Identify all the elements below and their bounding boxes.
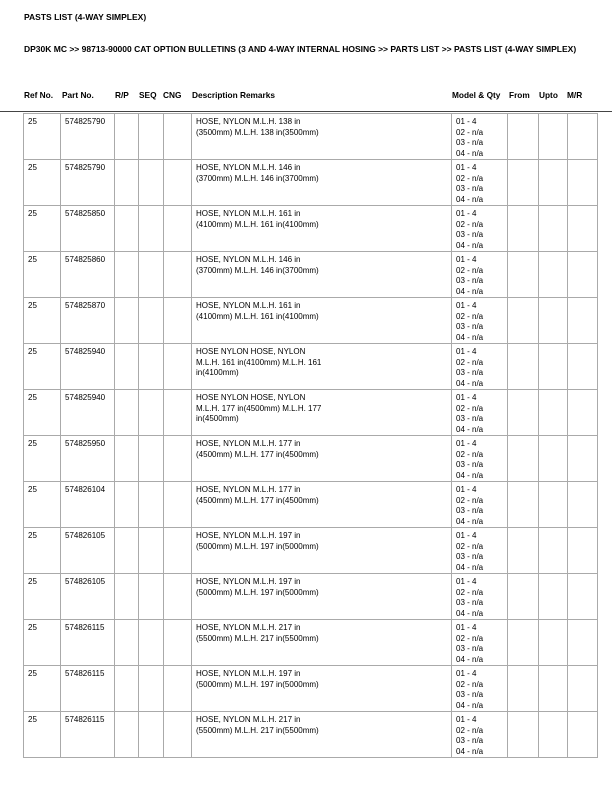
table-header [0, 90, 612, 102]
cng-cell [164, 574, 192, 620]
header-model: Model & Qty [452, 90, 501, 100]
from-cell [508, 482, 539, 528]
table-row [24, 298, 598, 344]
mr-cell [568, 436, 598, 482]
part-cell: 574825790 [61, 114, 115, 160]
table-row [24, 206, 598, 252]
seq-cell [139, 666, 164, 712]
header-upto: Upto [539, 90, 558, 100]
model-qty-cell: 01 - 4 02 - n/a 03 - n/a 04 - n/a [452, 666, 508, 712]
mr-cell [568, 390, 598, 436]
desc-cell: HOSE, NYLON M.L.H. 217 in (5500mm) M.L.H. 217 in(5500mm) [192, 712, 452, 758]
from-cell [508, 252, 539, 298]
table-row [24, 252, 598, 298]
part-cell: 574825870 [61, 298, 115, 344]
table-row [24, 528, 598, 574]
cng-cell [164, 344, 192, 390]
desc-cell: HOSE NYLON HOSE, NYLON M.L.H. 161 in(4100mm) M.L.H. 161 in(4100mm) [192, 344, 452, 390]
ref-cell: 25 [24, 436, 61, 482]
mr-cell [568, 620, 598, 666]
upto-cell [539, 114, 568, 160]
upto-cell [539, 574, 568, 620]
desc-cell: HOSE, NYLON M.L.H. 146 in (3700mm) M.L.H. 146 in(3700mm) [192, 252, 452, 298]
cng-cell [164, 390, 192, 436]
model-qty-cell: 01 - 4 02 - n/a 03 - n/a 04 - n/a [452, 160, 508, 206]
seq-cell [139, 574, 164, 620]
desc-cell: HOSE, NYLON M.L.H. 197 in (5000mm) M.L.H. 197 in(5000mm) [192, 528, 452, 574]
seq-cell [139, 528, 164, 574]
header-cng: CNG [163, 90, 182, 100]
header-divider [0, 111, 612, 112]
mr-cell [568, 160, 598, 206]
ref-cell: 25 [24, 298, 61, 344]
table-row [24, 712, 598, 758]
table-row [24, 666, 598, 712]
parts-table [23, 113, 598, 758]
seq-cell [139, 206, 164, 252]
table-row [24, 160, 598, 206]
from-cell [508, 574, 539, 620]
desc-cell: HOSE, NYLON M.L.H. 217 in (5500mm) M.L.H. 217 in(5500mm) [192, 620, 452, 666]
rp-cell [115, 206, 139, 252]
mr-cell [568, 712, 598, 758]
from-cell [508, 666, 539, 712]
upto-cell [539, 482, 568, 528]
rp-cell [115, 666, 139, 712]
upto-cell [539, 390, 568, 436]
model-qty-cell: 01 - 4 02 - n/a 03 - n/a 04 - n/a [452, 252, 508, 298]
desc-cell: HOSE, NYLON M.L.H. 197 in (5000mm) M.L.H. 197 in(5000mm) [192, 574, 452, 620]
cng-cell [164, 160, 192, 206]
mr-cell [568, 114, 598, 160]
upto-cell [539, 436, 568, 482]
model-qty-cell: 01 - 4 02 - n/a 03 - n/a 04 - n/a [452, 574, 508, 620]
part-cell: 574825850 [61, 206, 115, 252]
model-qty-cell: 01 - 4 02 - n/a 03 - n/a 04 - n/a [452, 436, 508, 482]
cng-cell [164, 114, 192, 160]
mr-cell [568, 206, 598, 252]
model-qty-cell: 01 - 4 02 - n/a 03 - n/a 04 - n/a [452, 620, 508, 666]
rp-cell [115, 574, 139, 620]
seq-cell [139, 344, 164, 390]
page-title: PASTS LIST (4-WAY SIMPLEX) [24, 12, 147, 22]
model-qty-cell: 01 - 4 02 - n/a 03 - n/a 04 - n/a [452, 114, 508, 160]
seq-cell [139, 160, 164, 206]
rp-cell [115, 298, 139, 344]
header-mr: M/R [567, 90, 583, 100]
rp-cell [115, 252, 139, 298]
from-cell [508, 298, 539, 344]
desc-cell: HOSE, NYLON M.L.H. 161 in (4100mm) M.L.H. 161 in(4100mm) [192, 206, 452, 252]
rp-cell [115, 436, 139, 482]
part-cell: 574826104 [61, 482, 115, 528]
model-qty-cell: 01 - 4 02 - n/a 03 - n/a 04 - n/a [452, 390, 508, 436]
table-row [24, 344, 598, 390]
rp-cell [115, 620, 139, 666]
part-cell: 574825950 [61, 436, 115, 482]
header-part: Part No. [62, 90, 94, 100]
part-cell: 574826115 [61, 666, 115, 712]
ref-cell: 25 [24, 482, 61, 528]
desc-cell: HOSE, NYLON M.L.H. 197 in (5000mm) M.L.H. 197 in(5000mm) [192, 666, 452, 712]
rp-cell [115, 160, 139, 206]
table-row [24, 482, 598, 528]
seq-cell [139, 252, 164, 298]
part-cell: 574826105 [61, 528, 115, 574]
desc-cell: HOSE, NYLON M.L.H. 177 in (4500mm) M.L.H. 177 in(4500mm) [192, 436, 452, 482]
desc-cell: HOSE, NYLON M.L.H. 146 in (3700mm) M.L.H. 146 in(3700mm) [192, 160, 452, 206]
from-cell [508, 620, 539, 666]
part-cell: 574826105 [61, 574, 115, 620]
ref-cell: 25 [24, 206, 61, 252]
desc-cell: HOSE, NYLON M.L.H. 161 in (4100mm) M.L.H. 161 in(4100mm) [192, 298, 452, 344]
mr-cell [568, 528, 598, 574]
cng-cell [164, 712, 192, 758]
header-seq: SEQ [139, 90, 157, 100]
ref-cell: 25 [24, 574, 61, 620]
ref-cell: 25 [24, 160, 61, 206]
from-cell [508, 114, 539, 160]
table-row [24, 620, 598, 666]
mr-cell [568, 574, 598, 620]
model-qty-cell: 01 - 4 02 - n/a 03 - n/a 04 - n/a [452, 206, 508, 252]
upto-cell [539, 712, 568, 758]
from-cell [508, 206, 539, 252]
part-cell: 574825790 [61, 160, 115, 206]
from-cell [508, 712, 539, 758]
model-qty-cell: 01 - 4 02 - n/a 03 - n/a 04 - n/a [452, 712, 508, 758]
cng-cell [164, 206, 192, 252]
seq-cell [139, 482, 164, 528]
part-cell: 574825940 [61, 344, 115, 390]
header-rp: R/P [115, 90, 129, 100]
upto-cell [539, 206, 568, 252]
upto-cell [539, 298, 568, 344]
upto-cell [539, 160, 568, 206]
model-qty-cell: 01 - 4 02 - n/a 03 - n/a 04 - n/a [452, 482, 508, 528]
rp-cell [115, 344, 139, 390]
part-cell: 574825940 [61, 390, 115, 436]
rp-cell [115, 482, 139, 528]
from-cell [508, 344, 539, 390]
table-row [24, 436, 598, 482]
part-cell: 574826115 [61, 620, 115, 666]
mr-cell [568, 344, 598, 390]
header-from: From [509, 90, 530, 100]
desc-cell: HOSE, NYLON M.L.H. 138 in (3500mm) M.L.H. 138 in(3500mm) [192, 114, 452, 160]
ref-cell: 25 [24, 666, 61, 712]
rp-cell [115, 712, 139, 758]
mr-cell [568, 482, 598, 528]
rp-cell [115, 390, 139, 436]
rp-cell [115, 528, 139, 574]
desc-cell: HOSE NYLON HOSE, NYLON M.L.H. 177 in(4500mm) M.L.H. 177 in(4500mm) [192, 390, 452, 436]
seq-cell [139, 620, 164, 666]
upto-cell [539, 528, 568, 574]
cng-cell [164, 252, 192, 298]
model-qty-cell: 01 - 4 02 - n/a 03 - n/a 04 - n/a [452, 528, 508, 574]
rp-cell [115, 114, 139, 160]
part-cell: 574826115 [61, 712, 115, 758]
table-row [24, 114, 598, 160]
header-desc: Description Remarks [192, 90, 276, 100]
table-row [24, 574, 598, 620]
part-cell: 574825860 [61, 252, 115, 298]
seq-cell [139, 390, 164, 436]
cng-cell [164, 298, 192, 344]
from-cell [508, 436, 539, 482]
seq-cell [139, 298, 164, 344]
table-row [24, 390, 598, 436]
breadcrumb: DP30K MC >> 98713-90000 CAT OPTION BULLETINS (3 AND 4-WAY INTERNAL HOSING >> PARTS LIST >> PASTS LIST (4-WAY SIMPLEX) [24, 44, 577, 54]
cng-cell [164, 666, 192, 712]
ref-cell: 25 [24, 114, 61, 160]
upto-cell [539, 620, 568, 666]
ref-cell: 25 [24, 712, 61, 758]
cng-cell [164, 528, 192, 574]
from-cell [508, 528, 539, 574]
seq-cell [139, 436, 164, 482]
upto-cell [539, 344, 568, 390]
mr-cell [568, 252, 598, 298]
ref-cell: 25 [24, 528, 61, 574]
mr-cell [568, 298, 598, 344]
upto-cell [539, 666, 568, 712]
model-qty-cell: 01 - 4 02 - n/a 03 - n/a 04 - n/a [452, 298, 508, 344]
ref-cell: 25 [24, 344, 61, 390]
desc-cell: HOSE, NYLON M.L.H. 177 in (4500mm) M.L.H. 177 in(4500mm) [192, 482, 452, 528]
ref-cell: 25 [24, 252, 61, 298]
from-cell [508, 390, 539, 436]
cng-cell [164, 620, 192, 666]
model-qty-cell: 01 - 4 02 - n/a 03 - n/a 04 - n/a [452, 344, 508, 390]
mr-cell [568, 666, 598, 712]
upto-cell [539, 252, 568, 298]
from-cell [508, 160, 539, 206]
seq-cell [139, 712, 164, 758]
ref-cell: 25 [24, 390, 61, 436]
cng-cell [164, 436, 192, 482]
header-ref: Ref No. [24, 90, 54, 100]
seq-cell [139, 114, 164, 160]
ref-cell: 25 [24, 620, 61, 666]
cng-cell [164, 482, 192, 528]
